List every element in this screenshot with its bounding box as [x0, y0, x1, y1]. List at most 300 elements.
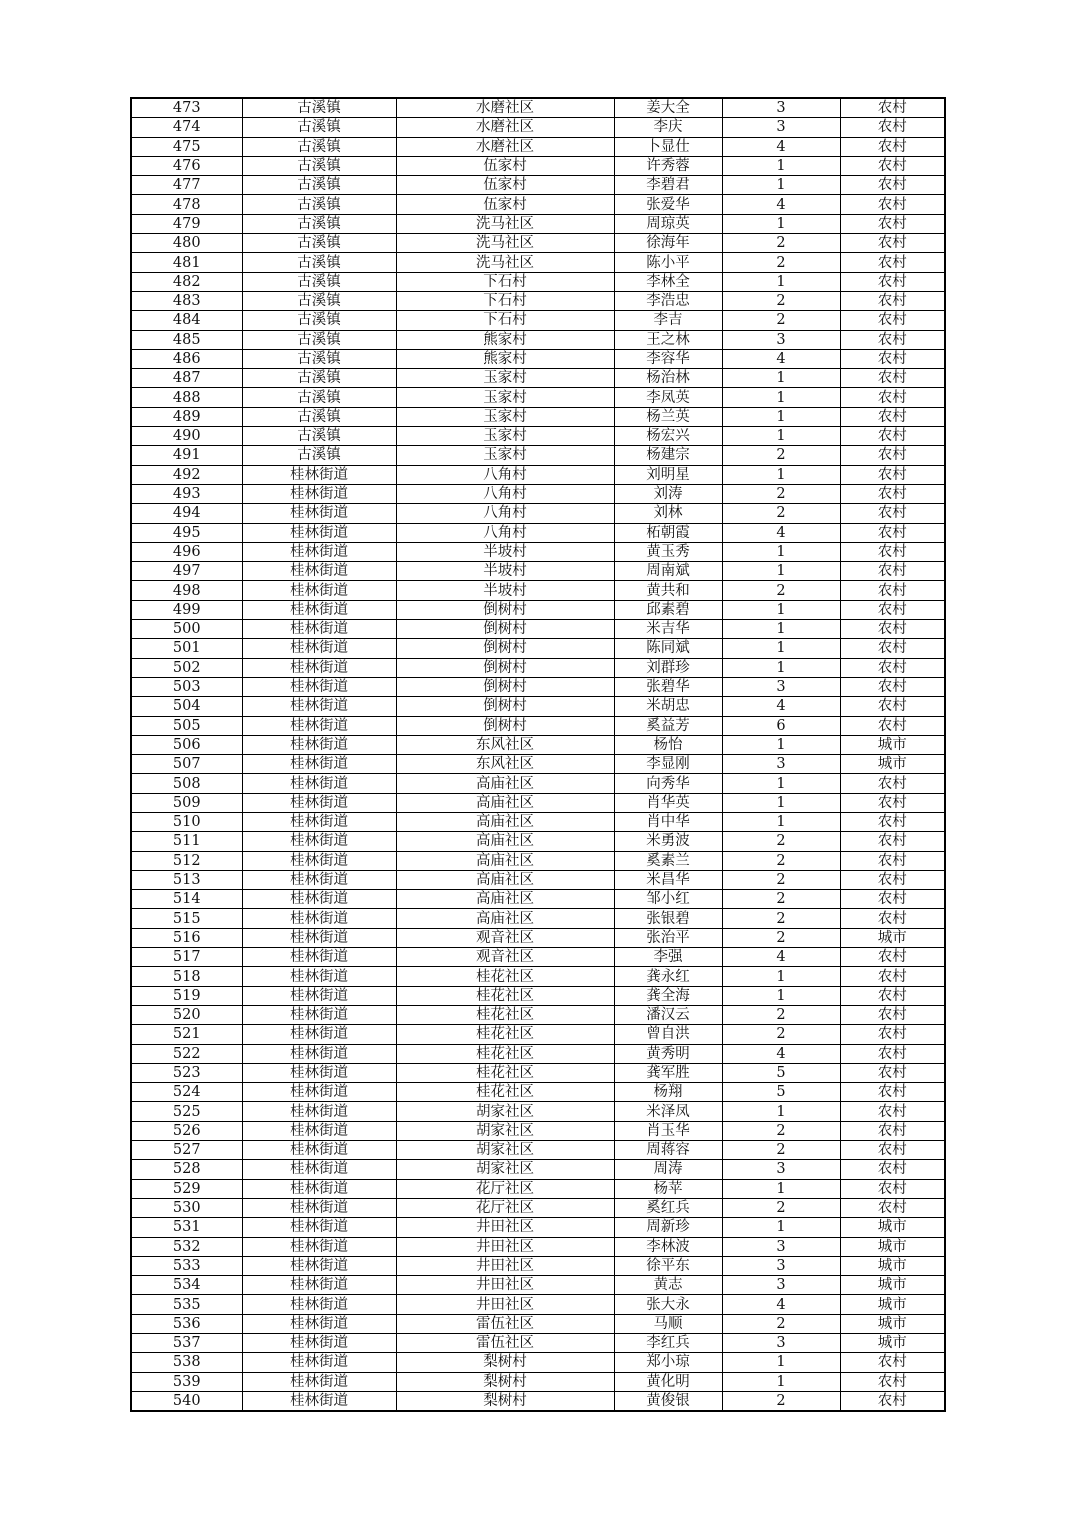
- type-cell: 农村: [840, 1025, 945, 1044]
- table-row: [131, 176, 945, 195]
- count-cell: 2: [722, 909, 840, 928]
- row-number-cell: 517: [131, 948, 242, 967]
- count-cell: 2: [722, 1025, 840, 1044]
- row-number-cell: 478: [131, 195, 242, 214]
- town-cell: 桂林街道: [242, 870, 396, 889]
- town-cell: 桂林街道: [242, 948, 396, 967]
- row-number-cell: 515: [131, 909, 242, 928]
- table-row: [131, 581, 945, 600]
- table-row: [131, 697, 945, 716]
- name-cell: 王之林: [614, 330, 722, 349]
- count-cell: 1: [722, 1353, 840, 1372]
- count-cell: 1: [722, 176, 840, 195]
- name-cell: 李红兵: [614, 1334, 722, 1353]
- count-cell: 1: [722, 600, 840, 619]
- name-cell: 邱素碧: [614, 600, 722, 619]
- village-cell: 胡家社区: [396, 1102, 614, 1121]
- count-cell: 2: [722, 1314, 840, 1333]
- name-cell: 潘汉云: [614, 1005, 722, 1024]
- type-cell: 农村: [840, 697, 945, 716]
- town-cell: 古溪镇: [242, 427, 396, 446]
- type-cell: 农村: [840, 1372, 945, 1391]
- village-cell: 倒树村: [396, 600, 614, 619]
- town-cell: 古溪镇: [242, 272, 396, 291]
- type-cell: 农村: [840, 600, 945, 619]
- type-cell: 农村: [840, 156, 945, 175]
- type-cell: 农村: [840, 234, 945, 253]
- table-row: [131, 195, 945, 214]
- name-cell: 张银碧: [614, 909, 722, 928]
- town-cell: 桂林街道: [242, 890, 396, 909]
- town-cell: 桂林街道: [242, 1179, 396, 1198]
- count-cell: 4: [722, 349, 840, 368]
- row-number-cell: 474: [131, 118, 242, 137]
- village-cell: 高庙社区: [396, 909, 614, 928]
- village-cell: 下石村: [396, 272, 614, 291]
- row-number-cell: 530: [131, 1198, 242, 1217]
- type-cell: 农村: [840, 1063, 945, 1082]
- count-cell: 2: [722, 581, 840, 600]
- table-row: [131, 137, 945, 156]
- name-cell: 邹小红: [614, 890, 722, 909]
- type-cell: 农村: [840, 677, 945, 696]
- row-number-cell: 506: [131, 735, 242, 754]
- town-cell: 桂林街道: [242, 484, 396, 503]
- count-cell: 1: [722, 735, 840, 754]
- count-cell: 2: [722, 832, 840, 851]
- row-number-cell: 522: [131, 1044, 242, 1063]
- name-cell: 米勇波: [614, 832, 722, 851]
- row-number-cell: 528: [131, 1160, 242, 1179]
- row-number-cell: 481: [131, 253, 242, 272]
- village-cell: 八角村: [396, 465, 614, 484]
- count-cell: 4: [722, 948, 840, 967]
- name-cell: 黄秀明: [614, 1044, 722, 1063]
- type-cell: 城市: [840, 1314, 945, 1333]
- name-cell: 李浩忠: [614, 291, 722, 310]
- town-cell: 桂林街道: [242, 1372, 396, 1391]
- row-number-cell: 499: [131, 600, 242, 619]
- count-cell: 1: [722, 639, 840, 658]
- type-cell: 农村: [840, 948, 945, 967]
- row-number-cell: 482: [131, 272, 242, 291]
- town-cell: 桂林街道: [242, 639, 396, 658]
- town-cell: 古溪镇: [242, 253, 396, 272]
- town-cell: 桂林街道: [242, 928, 396, 947]
- row-number-cell: 534: [131, 1276, 242, 1295]
- table-row: [131, 1314, 945, 1333]
- town-cell: 桂林街道: [242, 1005, 396, 1024]
- table-row: [131, 388, 945, 407]
- type-cell: 农村: [840, 1102, 945, 1121]
- name-cell: 卜显仕: [614, 137, 722, 156]
- type-cell: 城市: [840, 1276, 945, 1295]
- count-cell: 2: [722, 1121, 840, 1140]
- village-cell: 雷伍社区: [396, 1314, 614, 1333]
- type-cell: 农村: [840, 504, 945, 523]
- table-row: [131, 1218, 945, 1237]
- table-row: [131, 1141, 945, 1160]
- count-cell: 4: [722, 697, 840, 716]
- village-cell: 洗马社区: [396, 234, 614, 253]
- name-cell: 张大永: [614, 1295, 722, 1314]
- type-cell: 农村: [840, 890, 945, 909]
- village-cell: 下石村: [396, 311, 614, 330]
- row-number-cell: 485: [131, 330, 242, 349]
- name-cell: 张碧华: [614, 677, 722, 696]
- type-cell: 农村: [840, 1005, 945, 1024]
- name-cell: 李强: [614, 948, 722, 967]
- row-number-cell: 507: [131, 755, 242, 774]
- row-number-cell: 494: [131, 504, 242, 523]
- type-cell: 农村: [840, 639, 945, 658]
- type-cell: 城市: [840, 755, 945, 774]
- table-row: [131, 562, 945, 581]
- row-number-cell: 520: [131, 1005, 242, 1024]
- town-cell: 桂林街道: [242, 793, 396, 812]
- village-cell: 水磨社区: [396, 118, 614, 137]
- table-row: [131, 407, 945, 426]
- table-row: [131, 851, 945, 870]
- row-number-cell: 501: [131, 639, 242, 658]
- name-cell: 龚全海: [614, 986, 722, 1005]
- table-row: [131, 1237, 945, 1256]
- type-cell: 农村: [840, 484, 945, 503]
- name-cell: 李凤英: [614, 388, 722, 407]
- village-cell: 桂花社区: [396, 1044, 614, 1063]
- name-cell: 杨宏兴: [614, 427, 722, 446]
- table-row: [131, 735, 945, 754]
- row-number-cell: 502: [131, 658, 242, 677]
- village-cell: 八角村: [396, 523, 614, 542]
- count-cell: 1: [722, 1218, 840, 1237]
- type-cell: 农村: [840, 137, 945, 156]
- town-cell: 桂林街道: [242, 677, 396, 696]
- town-cell: 桂林街道: [242, 1083, 396, 1102]
- town-cell: 桂林街道: [242, 620, 396, 639]
- town-cell: 桂林街道: [242, 465, 396, 484]
- row-number-cell: 491: [131, 446, 242, 465]
- village-cell: 高庙社区: [396, 870, 614, 889]
- village-cell: 玉家村: [396, 407, 614, 426]
- type-cell: 农村: [840, 1044, 945, 1063]
- row-number-cell: 504: [131, 697, 242, 716]
- type-cell: 农村: [840, 1083, 945, 1102]
- name-cell: 杨苹: [614, 1179, 722, 1198]
- village-cell: 高庙社区: [396, 812, 614, 831]
- row-number-cell: 492: [131, 465, 242, 484]
- count-cell: 3: [722, 1256, 840, 1275]
- type-cell: 农村: [840, 98, 945, 118]
- row-number-cell: 479: [131, 214, 242, 233]
- name-cell: 徐平东: [614, 1256, 722, 1275]
- count-cell: 1: [722, 542, 840, 561]
- count-cell: 2: [722, 928, 840, 947]
- town-cell: 桂林街道: [242, 1025, 396, 1044]
- village-cell: 倒树村: [396, 716, 614, 735]
- name-cell: 周蒋容: [614, 1141, 722, 1160]
- name-cell: 姜大全: [614, 98, 722, 118]
- count-cell: 2: [722, 484, 840, 503]
- row-number-cell: 496: [131, 542, 242, 561]
- row-number-cell: 477: [131, 176, 242, 195]
- table-row: [131, 1334, 945, 1353]
- type-cell: 农村: [840, 851, 945, 870]
- table-row: [131, 1276, 945, 1295]
- name-cell: 刘明星: [614, 465, 722, 484]
- table-row: [131, 832, 945, 851]
- count-cell: 1: [722, 967, 840, 986]
- name-cell: 周琼英: [614, 214, 722, 233]
- town-cell: 桂林街道: [242, 542, 396, 561]
- type-cell: 农村: [840, 967, 945, 986]
- row-number-cell: 524: [131, 1083, 242, 1102]
- count-cell: 1: [722, 407, 840, 426]
- village-cell: 半坡村: [396, 542, 614, 561]
- count-cell: 1: [722, 793, 840, 812]
- village-cell: 井田社区: [396, 1256, 614, 1275]
- table-row: [131, 677, 945, 696]
- name-cell: 杨兰英: [614, 407, 722, 426]
- table-row: [131, 967, 945, 986]
- type-cell: 农村: [840, 311, 945, 330]
- count-cell: 1: [722, 272, 840, 291]
- table-row: [131, 311, 945, 330]
- town-cell: 桂林街道: [242, 1044, 396, 1063]
- village-cell: 桂花社区: [396, 1025, 614, 1044]
- town-cell: 桂林街道: [242, 909, 396, 928]
- type-cell: 农村: [840, 716, 945, 735]
- village-cell: 桂花社区: [396, 1005, 614, 1024]
- village-cell: 井田社区: [396, 1276, 614, 1295]
- type-cell: 农村: [840, 1179, 945, 1198]
- type-cell: 城市: [840, 1237, 945, 1256]
- table-row: [131, 272, 945, 291]
- name-cell: 米泽凤: [614, 1102, 722, 1121]
- table-row: [131, 909, 945, 928]
- name-cell: 李显刚: [614, 755, 722, 774]
- name-cell: 杨治林: [614, 369, 722, 388]
- town-cell: 桂林街道: [242, 1353, 396, 1372]
- count-cell: 1: [722, 465, 840, 484]
- type-cell: 农村: [840, 793, 945, 812]
- town-cell: 古溪镇: [242, 234, 396, 253]
- type-cell: 城市: [840, 1295, 945, 1314]
- type-cell: 农村: [840, 774, 945, 793]
- table-row: [131, 1256, 945, 1275]
- type-cell: 农村: [840, 1391, 945, 1411]
- table-row: [131, 253, 945, 272]
- row-number-cell: 495: [131, 523, 242, 542]
- town-cell: 桂林街道: [242, 812, 396, 831]
- name-cell: 李林全: [614, 272, 722, 291]
- name-cell: 刘涛: [614, 484, 722, 503]
- name-cell: 马顺: [614, 1314, 722, 1333]
- table-row: [131, 1372, 945, 1391]
- village-cell: 倒树村: [396, 639, 614, 658]
- row-number-cell: 514: [131, 890, 242, 909]
- table-row: [131, 1198, 945, 1217]
- village-cell: 胡家社区: [396, 1160, 614, 1179]
- name-cell: 杨建宗: [614, 446, 722, 465]
- count-cell: 2: [722, 234, 840, 253]
- village-cell: 水磨社区: [396, 98, 614, 118]
- town-cell: 桂林街道: [242, 581, 396, 600]
- type-cell: 农村: [840, 427, 945, 446]
- row-number-cell: 532: [131, 1237, 242, 1256]
- village-cell: 胡家社区: [396, 1121, 614, 1140]
- town-cell: 桂林街道: [242, 967, 396, 986]
- village-cell: 玉家村: [396, 388, 614, 407]
- name-cell: 刘群珍: [614, 658, 722, 677]
- type-cell: 农村: [840, 1160, 945, 1179]
- type-cell: 农村: [840, 620, 945, 639]
- name-cell: 杨怡: [614, 735, 722, 754]
- table-row: [131, 1179, 945, 1198]
- name-cell: 周涛: [614, 1160, 722, 1179]
- type-cell: 农村: [840, 291, 945, 310]
- count-cell: 1: [722, 562, 840, 581]
- village-cell: 高庙社区: [396, 851, 614, 870]
- count-cell: 2: [722, 1141, 840, 1160]
- town-cell: 古溪镇: [242, 349, 396, 368]
- row-number-cell: 525: [131, 1102, 242, 1121]
- village-cell: 伍家村: [396, 195, 614, 214]
- town-cell: 桂林街道: [242, 1314, 396, 1333]
- table-row: [131, 658, 945, 677]
- town-cell: 桂林街道: [242, 1334, 396, 1353]
- table-row: [131, 620, 945, 639]
- town-cell: 桂林街道: [242, 600, 396, 619]
- table-row: [131, 1083, 945, 1102]
- type-cell: 城市: [840, 1334, 945, 1353]
- type-cell: 城市: [840, 735, 945, 754]
- row-number-cell: 529: [131, 1179, 242, 1198]
- town-cell: 桂林街道: [242, 1141, 396, 1160]
- town-cell: 桂林街道: [242, 1391, 396, 1411]
- village-cell: 下石村: [396, 291, 614, 310]
- village-cell: 洗马社区: [396, 253, 614, 272]
- town-cell: 古溪镇: [242, 407, 396, 426]
- count-cell: 1: [722, 774, 840, 793]
- village-cell: 胡家社区: [396, 1141, 614, 1160]
- name-cell: 周新珍: [614, 1218, 722, 1237]
- town-cell: 桂林街道: [242, 735, 396, 754]
- table-row: [131, 1025, 945, 1044]
- name-cell: 李吉: [614, 311, 722, 330]
- town-cell: 古溪镇: [242, 291, 396, 310]
- table-row: [131, 484, 945, 503]
- village-cell: 玉家村: [396, 446, 614, 465]
- name-cell: 黄共和: [614, 581, 722, 600]
- village-cell: 玉家村: [396, 427, 614, 446]
- town-cell: 古溪镇: [242, 195, 396, 214]
- row-number-cell: 510: [131, 812, 242, 831]
- village-cell: 伍家村: [396, 156, 614, 175]
- village-cell: 观音社区: [396, 928, 614, 947]
- town-cell: 古溪镇: [242, 176, 396, 195]
- village-cell: 梨树村: [396, 1353, 614, 1372]
- row-number-cell: 500: [131, 620, 242, 639]
- town-cell: 桂林街道: [242, 658, 396, 677]
- type-cell: 农村: [840, 407, 945, 426]
- village-cell: 观音社区: [396, 948, 614, 967]
- village-cell: 井田社区: [396, 1218, 614, 1237]
- count-cell: 1: [722, 369, 840, 388]
- village-cell: 高庙社区: [396, 832, 614, 851]
- table-row: [131, 234, 945, 253]
- name-cell: 黄俊银: [614, 1391, 722, 1411]
- table-row: [131, 948, 945, 967]
- type-cell: 农村: [840, 1198, 945, 1217]
- village-cell: 花厅社区: [396, 1179, 614, 1198]
- village-cell: 井田社区: [396, 1295, 614, 1314]
- type-cell: 农村: [840, 446, 945, 465]
- count-cell: 2: [722, 446, 840, 465]
- table-row: [131, 793, 945, 812]
- row-number-cell: 488: [131, 388, 242, 407]
- count-cell: 4: [722, 195, 840, 214]
- village-cell: 熊家村: [396, 330, 614, 349]
- row-number-cell: 476: [131, 156, 242, 175]
- count-cell: 1: [722, 1179, 840, 1198]
- town-cell: 古溪镇: [242, 137, 396, 156]
- village-cell: 桂花社区: [396, 967, 614, 986]
- count-cell: 4: [722, 1295, 840, 1314]
- town-cell: 桂林街道: [242, 1063, 396, 1082]
- name-cell: 张爱华: [614, 195, 722, 214]
- village-cell: 高庙社区: [396, 774, 614, 793]
- table-row: [131, 1121, 945, 1140]
- name-cell: 李碧君: [614, 176, 722, 195]
- village-cell: 八角村: [396, 504, 614, 523]
- row-number-cell: 526: [131, 1121, 242, 1140]
- row-number-cell: 487: [131, 369, 242, 388]
- row-number-cell: 512: [131, 851, 242, 870]
- village-cell: 半坡村: [396, 581, 614, 600]
- count-cell: 2: [722, 870, 840, 889]
- count-cell: 1: [722, 388, 840, 407]
- town-cell: 桂林街道: [242, 851, 396, 870]
- village-cell: 桂花社区: [396, 1083, 614, 1102]
- town-cell: 桂林街道: [242, 832, 396, 851]
- count-cell: 2: [722, 890, 840, 909]
- row-number-cell: 484: [131, 311, 242, 330]
- name-cell: 向秀华: [614, 774, 722, 793]
- town-cell: 桂林街道: [242, 1121, 396, 1140]
- count-cell: 1: [722, 812, 840, 831]
- row-number-cell: 519: [131, 986, 242, 1005]
- name-cell: 许秀蓉: [614, 156, 722, 175]
- town-cell: 古溪镇: [242, 98, 396, 118]
- name-cell: 米昌华: [614, 870, 722, 889]
- village-cell: 东风社区: [396, 735, 614, 754]
- type-cell: 农村: [840, 542, 945, 561]
- town-cell: 桂林街道: [242, 697, 396, 716]
- count-cell: 4: [722, 137, 840, 156]
- village-cell: 井田社区: [396, 1237, 614, 1256]
- town-cell: 桂林街道: [242, 1237, 396, 1256]
- town-cell: 桂林街道: [242, 1160, 396, 1179]
- village-cell: 半坡村: [396, 562, 614, 581]
- name-cell: 龚军胜: [614, 1063, 722, 1082]
- count-cell: 5: [722, 1063, 840, 1082]
- name-cell: 李林波: [614, 1237, 722, 1256]
- type-cell: 农村: [840, 909, 945, 928]
- table-row: [131, 369, 945, 388]
- count-cell: 3: [722, 1276, 840, 1295]
- table-row: [131, 1005, 945, 1024]
